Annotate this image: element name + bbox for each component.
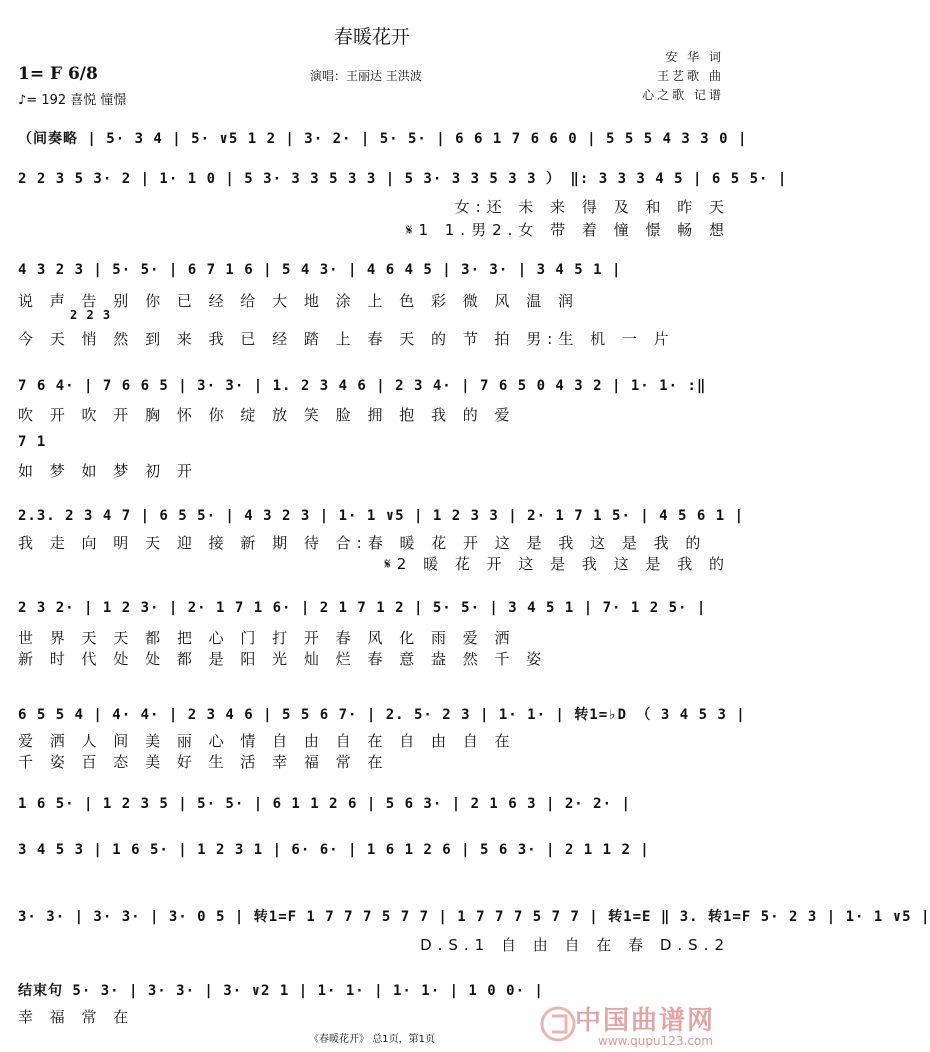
score-row-4-lyric-1: 吹 开 吹 开 胸 怀 你 绽 放 笑 脸 拥 抱 我 的 爱 (18, 406, 516, 424)
score-row-7-lyric-1: 世 界 天 天 都 把 心 门 打 开 春 风 化 雨 爱 洒 (18, 629, 516, 647)
score-row-3-notes: 4 3 2 3 | 5· 5· | 6 7 1 6 | 5 4 3· | 4 6 4 5 | 3· 3· | 3 4 5 1 | (18, 262, 622, 278)
score-row-3-lyric-2: 今 天 悄 然 到 来 我 已 经 踏 上 春 天 的 节 拍 男:生 机 一 片 (18, 330, 675, 348)
score-row-8-notes: 6 5 5 4 | 4· 4· | 2 3 4 6 | 5 5 6 7· | 2. 5· 2 3 | 1· 1· | 转1=♭D （ 3 4 5 3 | (18, 707, 746, 723)
score-row-3-extra-notes: 2 2 3 (70, 308, 112, 322)
score-row-10-notes: 3 4 5 3 | 1 6 5· | 1 2 3 1 | 6· 6· | 1 6 1 2 6 | 5 6 3· | 2 1 1 2 | (18, 842, 650, 858)
score-row-5-notes: 7 1 (18, 434, 47, 450)
page-footer: 《春暖花开》 总1页，第1页 (309, 1034, 435, 1045)
tempo-marking: ♪= 192 喜悦 憧憬 (18, 93, 127, 108)
lyricist-credit: 安 华 词 (665, 50, 724, 64)
score-row-7-notes: 2 3 2· | 1 2 3· | 2· 1 7 1 6· | 2 1 7 1 2 | 5· 5· | 3 4 5 1 | 7· 1 2 5· | (18, 600, 707, 616)
score-row-8-lyric-2: 千 姿 百 态 美 好 生 活 幸 福 常 在 (18, 753, 389, 771)
score-row-2-notes: 2 2 3 5 3· 2 | 1· 1 0 | 5 3· 3 3 5 3 3 | 5 3· 3 3 5 3 3 ） ‖: 3 3 3 4 5 | 6 5 5· | (18, 171, 788, 187)
score-row-6-lyric-1: 我 走 向 明 天 迎 接 新 期 待 合:春 暖 花 开 这 是 我 这 是 我 的 (18, 534, 707, 552)
score-row-2-lyric-1: 女:还 未 来 得 及 和 昨 天 (454, 198, 730, 216)
score-row-12-lyric-1: 幸 福 常 在 (18, 1008, 135, 1026)
score-row-3-lyric-1: 说 声 告 别 你 已 经 给 大 地 涂 上 色 彩 微 风 温 润 (18, 292, 580, 310)
credits-block (642, 48, 724, 105)
score-row-8-lyric-1: 爱 洒 人 间 美 丽 心 情 自 由 自 在 自 由 自 在 (18, 732, 516, 750)
score-row-4-notes: 7 6 4· | 7 6 6 5 | 3· 3· | 1. 2 3 4 6 | 2 3 4· | 7 6 5 0 4 3 2 | 1· 1· :‖ (18, 378, 707, 394)
transcriber-credit: 心之歌 记谱 (642, 88, 724, 102)
score-row-5-lyric-1: 如 梦 如 梦 初 开 (18, 462, 198, 480)
watermark-url: www.qupu123.com (598, 1034, 713, 1048)
score-row-11-notes: 3· 3· | 3· 3· | 3· 0 5 | 转1=F 1 7 7 7 5 7 7 | 1 7 7 7 5 7 7 | 转1=E ‖ 3. 转1=F 5· 2 3 | 1· 1 ∨5 | (18, 909, 930, 925)
score-row-6-notes: 2.3. 2 3 4 7 | 6 5 5· | 4 3 2 3 | 1· 1 ∨5 | 1 2 3 3 | 2· 1 7 1 5· | 4 5 6 1 | (18, 508, 745, 524)
watermark-name: 中国曲谱网 (575, 1006, 716, 1036)
score-row-7-lyric-2: 新 时 代 处 处 都 是 阳 光 灿 烂 春 意 盎 然 千 姿 (18, 650, 548, 668)
score-row-9-notes: 1 6 5· | 1 2 3 5 | 5· 5· | 6 1 1 2 6 | 5 6 3· | 2 1 6 3 | 2· 2· | (18, 796, 631, 812)
page-title: 春暖花开 (333, 26, 410, 48)
score-row-6-lyric-2: 𝄋2 暖 花 开 这 是 我 这 是 我 的 (384, 555, 730, 573)
singers-credit: 演唱：王丽达 王洪波 (310, 69, 422, 83)
score-row-2-lyric-2: 𝄋1 1.男2.女 带 着 憧 憬 畅 想 (406, 221, 730, 239)
composer-credit: 王艺歌 曲 (657, 69, 724, 83)
key-signature: 1= F 6/8 (18, 64, 98, 84)
score-row-12-notes: 结束句 5· 3· | 3· 3· | 3· ∨2 1 | 1· 1· | 1· 1· | 1 0 0· | (18, 983, 544, 999)
score-row-1-notes: （间奏略 | 5· 3 4 | 5· ∨5 1 2 | 3· 2· | 5· 5· | 6 6 1 7 6 6 0 | 5 5 5 4 3 3 0 | (18, 131, 748, 147)
score-row-11-lyric-1: D.S.1 自 由 自 在 春 D.S.2 (420, 936, 730, 954)
